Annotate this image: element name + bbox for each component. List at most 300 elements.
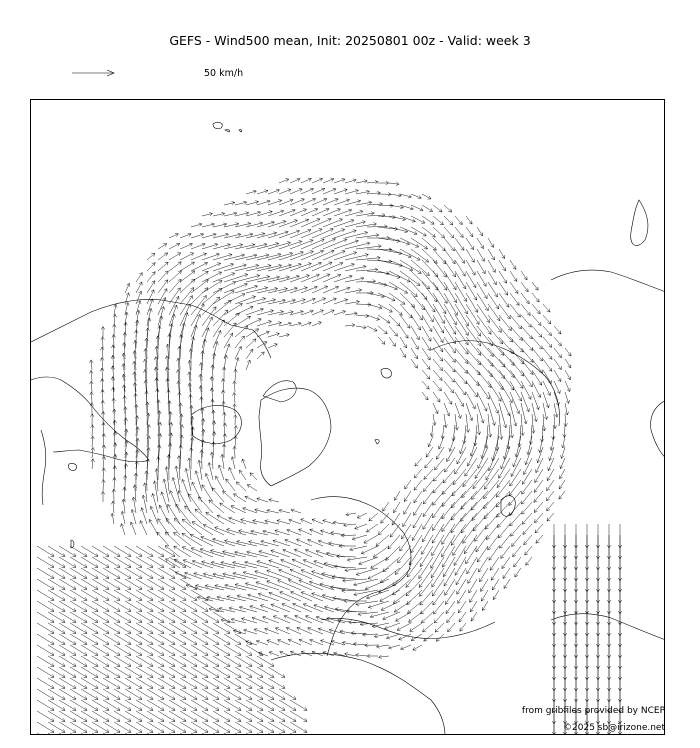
wind-vector [235, 678, 252, 688]
wind-vector [433, 359, 443, 371]
wind-vector [257, 265, 282, 271]
wind-vector [174, 546, 191, 557]
wind-vector [179, 392, 180, 414]
wind-vector [70, 612, 87, 622]
wind-vector [291, 592, 313, 601]
wind-vector [267, 581, 290, 590]
wind-vector [510, 304, 520, 317]
wind-vector [92, 623, 109, 633]
wind-vector [280, 592, 301, 601]
wind-vector [246, 678, 263, 688]
wind-vector [554, 414, 555, 429]
wind-vector [37, 612, 54, 622]
wind-vector [257, 352, 264, 359]
wind-vector [463, 469, 477, 487]
wind-vector [543, 359, 552, 371]
wind-vector [233, 562, 257, 568]
wind-vector [224, 265, 246, 271]
wind-vector [147, 678, 164, 688]
wind-vector [169, 601, 186, 611]
wind-vector [246, 700, 263, 710]
wind-vector [325, 607, 346, 612]
wind-vector [535, 469, 543, 483]
wind-vector [374, 634, 389, 637]
wind-vector [521, 304, 530, 315]
wind-vector [455, 293, 468, 314]
wind-vector [192, 522, 213, 535]
wind-vector [235, 306, 253, 315]
wind-vector [268, 689, 285, 699]
wind-vector [443, 557, 455, 577]
wind-vector [477, 403, 483, 423]
wind-vector [268, 733, 285, 735]
wind-vector [455, 337, 468, 354]
wind-vector [404, 491, 411, 502]
wind-vector [235, 255, 257, 260]
wind-vector [235, 552, 257, 557]
wind-vector [59, 546, 76, 556]
wind-vector [92, 722, 109, 732]
wind-vector [356, 235, 379, 238]
wind-vector [213, 678, 230, 688]
wind-vector [400, 304, 412, 318]
wind-vector [257, 222, 275, 227]
wind-vector [234, 494, 247, 502]
wind-vector [445, 579, 455, 595]
wind-vector [378, 271, 400, 278]
wind-vector [196, 585, 214, 590]
wind-vector [191, 645, 208, 655]
wind-vector [235, 436, 236, 447]
wind-vector [70, 568, 87, 578]
wind-vector [364, 535, 378, 543]
wind-vector [547, 480, 554, 491]
wind-vector [213, 330, 221, 348]
wind-vector [92, 579, 109, 589]
wind-vector [367, 304, 382, 308]
wind-vector [235, 656, 252, 666]
wind-vector [125, 667, 142, 677]
wind-vector [411, 315, 421, 330]
wind-vector [554, 326, 561, 334]
wind-vector [433, 480, 444, 493]
wind-vector [191, 314, 200, 337]
wind-vector [444, 304, 456, 325]
wind-vector [411, 326, 419, 340]
wind-vector [470, 601, 477, 612]
wind-vector [59, 733, 76, 735]
wind-vector [257, 711, 274, 721]
wind-vector [169, 689, 186, 699]
wind-vector [491, 568, 499, 580]
wind-vector [278, 580, 301, 590]
wind-vector [433, 348, 443, 361]
wind-vector [444, 381, 454, 393]
wind-vector [446, 601, 455, 614]
wind-vector [202, 722, 219, 732]
wind-vector [92, 634, 109, 644]
wind-vector [147, 546, 164, 556]
wind-vector [414, 502, 422, 516]
wind-vector [235, 265, 259, 271]
wind-vector [422, 238, 436, 250]
wind-vector [398, 546, 411, 563]
wind-vector [345, 278, 364, 282]
wind-vector [169, 557, 186, 567]
wind-vector [433, 370, 442, 381]
wind-vector [169, 623, 186, 633]
wind-vector [215, 527, 235, 535]
wind-vector [489, 447, 499, 471]
wind-vector [246, 645, 263, 655]
wind-vector [235, 404, 236, 414]
wind-vector [113, 501, 114, 513]
wind-vector [292, 559, 312, 568]
wind-vector [279, 570, 301, 579]
wind-vector [37, 579, 54, 589]
wind-vector [37, 601, 54, 611]
wind-vector [48, 645, 65, 655]
wind-vector [125, 557, 142, 567]
wind-vector [180, 700, 197, 710]
wind-vector [213, 689, 230, 699]
wind-vector [180, 612, 197, 622]
wind-vector [378, 337, 385, 344]
wind-vector [532, 403, 536, 422]
wind-vector [526, 447, 533, 465]
wind-vector [180, 656, 197, 666]
wind-vector [205, 586, 224, 590]
wind-vector [206, 512, 224, 524]
wind-vector [257, 700, 274, 710]
wind-vector [224, 634, 241, 644]
wind-vector [223, 491, 235, 502]
wind-vector [125, 634, 142, 644]
wind-vector [361, 546, 378, 554]
wind-vector [37, 678, 54, 688]
wind-vector [444, 260, 456, 277]
wind-vector [279, 722, 296, 732]
wind-vector [432, 535, 444, 556]
wind-vector [81, 645, 98, 655]
wind-vector [389, 249, 411, 257]
wind-vector [191, 623, 208, 633]
wind-vector [103, 445, 104, 458]
wind-vector [37, 645, 54, 655]
wind-vector [521, 414, 523, 436]
wind-vector [136, 557, 153, 567]
wind-vector [547, 513, 554, 521]
wind-vector [202, 263, 221, 271]
wind-vector [554, 337, 561, 346]
wind-vector [136, 656, 153, 666]
wind-vector [59, 678, 76, 688]
wind-vector [235, 446, 236, 458]
wind-vector [224, 667, 241, 677]
coastline-africa [271, 653, 445, 735]
wind-vector [496, 480, 510, 497]
wind-vector [158, 656, 175, 666]
wind-vector [81, 546, 98, 556]
wind-vector [523, 524, 532, 535]
wind-vector [103, 711, 120, 721]
wind-vector [536, 535, 543, 543]
wind-vector [455, 370, 467, 384]
wind-vector [303, 560, 323, 568]
wind-vector [396, 612, 411, 621]
wind-vector [158, 722, 175, 732]
wind-vector [81, 601, 98, 611]
wind-vector [157, 532, 169, 546]
wind-vector [443, 546, 456, 567]
wind-vector [466, 238, 474, 250]
wind-vector [543, 304, 550, 312]
wind-vector [81, 711, 98, 721]
wind-vector [522, 502, 533, 514]
wind-vector [532, 293, 539, 302]
wind-vector [433, 326, 443, 343]
wind-vector [477, 293, 488, 311]
wind-vector [70, 656, 87, 666]
wind-vector [378, 293, 395, 301]
wind-vector [323, 275, 341, 282]
wind-vector [433, 205, 442, 212]
wind-vector [444, 359, 455, 372]
wind-vector [191, 722, 208, 732]
wind-vector [70, 579, 87, 589]
wind-vector [514, 557, 521, 567]
wind-vector [217, 515, 235, 524]
wind-vector [403, 513, 411, 527]
wind-vector [466, 249, 474, 262]
wind-vector [246, 255, 269, 260]
wind-vector [519, 425, 521, 447]
wind-vector [477, 249, 484, 261]
wind-vector [48, 623, 65, 633]
wind-vector [301, 275, 319, 282]
wind-vector [422, 227, 435, 237]
reference-speed-label: 50 km/h [204, 68, 244, 79]
wind-vector [359, 557, 378, 564]
wind-vector [37, 568, 54, 578]
wind-vector [103, 568, 120, 578]
wind-vector [147, 733, 164, 735]
wind-vector [535, 524, 543, 533]
wind-vector [423, 502, 433, 517]
wind-vector [510, 282, 518, 294]
wind-vector [202, 317, 212, 337]
wind-vector [265, 521, 279, 524]
wind-vector [103, 557, 120, 567]
wind-vector [299, 529, 312, 535]
wind-vector [216, 476, 224, 491]
wind-vector [547, 502, 554, 511]
wind-vector [180, 634, 197, 644]
wind-vector [312, 262, 332, 271]
wind-vector [257, 233, 277, 238]
wind-vector [48, 612, 65, 622]
wind-vector [248, 595, 268, 601]
wind-vector [471, 491, 488, 510]
wind-vector [431, 557, 444, 578]
wind-vector [136, 623, 153, 633]
wind-vector [213, 667, 230, 677]
wind-vector [48, 634, 65, 644]
wind-vector [237, 541, 257, 546]
wind-vector [174, 559, 191, 568]
wind-vector [258, 594, 279, 601]
wind-vector [243, 572, 268, 579]
wind-vector [420, 546, 433, 567]
wind-vector [279, 700, 296, 710]
wind-vector [422, 359, 430, 369]
wind-vector [488, 348, 505, 367]
wind-vector [365, 579, 389, 589]
wind-vector [234, 381, 235, 392]
wind-vector [158, 601, 175, 611]
wind-vector [235, 733, 252, 735]
wind-vector [114, 733, 131, 735]
wind-vector [432, 579, 444, 596]
wind-vector [136, 700, 153, 710]
wind-vector [257, 667, 274, 677]
wind-vector [158, 568, 175, 578]
wind-vector [246, 722, 263, 732]
wind-vector [213, 722, 230, 732]
wind-vector [114, 645, 131, 655]
wind-vector [389, 337, 396, 346]
wind-vector [158, 262, 168, 271]
wind-vector [286, 628, 301, 634]
wind-vector [543, 315, 551, 324]
wind-vector [409, 612, 423, 622]
wind-vector [290, 711, 307, 721]
wind-vector [521, 326, 532, 339]
wind-vector [499, 282, 508, 295]
wind-vector [92, 667, 109, 677]
wind-vector [235, 346, 241, 359]
wind-vector [48, 656, 65, 666]
wind-vector [147, 722, 164, 732]
wind-vector [191, 678, 208, 688]
wind-vector [103, 337, 104, 348]
wind-vector [114, 700, 131, 710]
wind-vector [424, 634, 433, 641]
wind-vector [180, 722, 197, 732]
wind-vector [37, 667, 54, 677]
wind-vector [136, 393, 137, 414]
wind-vector [147, 689, 164, 699]
wind-vector [422, 271, 438, 290]
wind-vector [346, 612, 367, 613]
wind-vector [91, 370, 92, 381]
wind-vector [202, 700, 219, 710]
wind-vector [466, 304, 479, 324]
wind-vector [473, 469, 488, 489]
wind-vector [257, 561, 279, 568]
wind-vector [334, 241, 358, 249]
wind-vector [466, 546, 477, 564]
wind-vector [81, 634, 98, 644]
wind-vector [59, 612, 76, 622]
wind-vector [91, 360, 92, 370]
wind-vector [522, 513, 532, 524]
wind-vector [521, 491, 532, 504]
wind-vector [386, 546, 401, 560]
wind-vector [235, 358, 238, 370]
wind-vector [247, 552, 268, 557]
wind-vector [213, 656, 230, 666]
wind-vector [509, 491, 521, 506]
wind-vector [463, 524, 477, 543]
wind-vector [213, 273, 235, 282]
coastline-right-edge [651, 400, 665, 458]
wind-vector [521, 282, 528, 292]
wind-vector [169, 579, 186, 589]
wind-vector [312, 199, 327, 205]
wind-vector [212, 488, 224, 502]
wind-vector [92, 700, 109, 710]
wind-vector [246, 711, 263, 721]
wind-vector [503, 568, 510, 579]
wind-vector [535, 513, 544, 523]
wind-vector [356, 258, 380, 260]
wind-vector [92, 436, 93, 447]
wind-vector [114, 711, 131, 721]
wind-vector [103, 634, 120, 644]
wind-vector [136, 273, 142, 282]
wind-vector [378, 282, 398, 289]
wind-vector [81, 678, 98, 688]
wind-vector [501, 546, 510, 559]
wind-vector [146, 338, 147, 359]
wind-vector [497, 469, 510, 488]
wind-vector [158, 557, 175, 567]
wind-vector [367, 226, 387, 227]
wind-vector [235, 275, 260, 282]
wind-vector [239, 531, 257, 535]
wind-vector [209, 463, 213, 481]
wind-vector [37, 711, 54, 721]
wind-vector [424, 469, 433, 479]
wind-vector [202, 612, 219, 622]
wind-vector [433, 392, 440, 402]
wind-vector [202, 711, 219, 721]
wind-vector [268, 289, 288, 294]
wind-vector [202, 656, 219, 666]
wind-vector [499, 326, 513, 342]
wind-vector [149, 519, 158, 535]
wind-vector [367, 215, 385, 216]
wind-vector [458, 590, 466, 604]
wind-vector [202, 214, 213, 217]
wind-vector [422, 535, 434, 554]
wind-vector [414, 469, 422, 478]
wind-vector [433, 249, 446, 264]
wind-vector [389, 282, 408, 293]
wind-vector [477, 304, 490, 323]
wind-vector [426, 447, 433, 457]
wind-vector [524, 458, 532, 475]
wind-vector [389, 315, 400, 326]
wind-vector [564, 425, 565, 437]
wind-vector [444, 326, 456, 344]
wind-vector [378, 524, 389, 535]
wind-vector [227, 529, 246, 535]
wind-vector [422, 205, 433, 212]
wind-vector [92, 689, 109, 699]
wind-vector [444, 271, 456, 290]
